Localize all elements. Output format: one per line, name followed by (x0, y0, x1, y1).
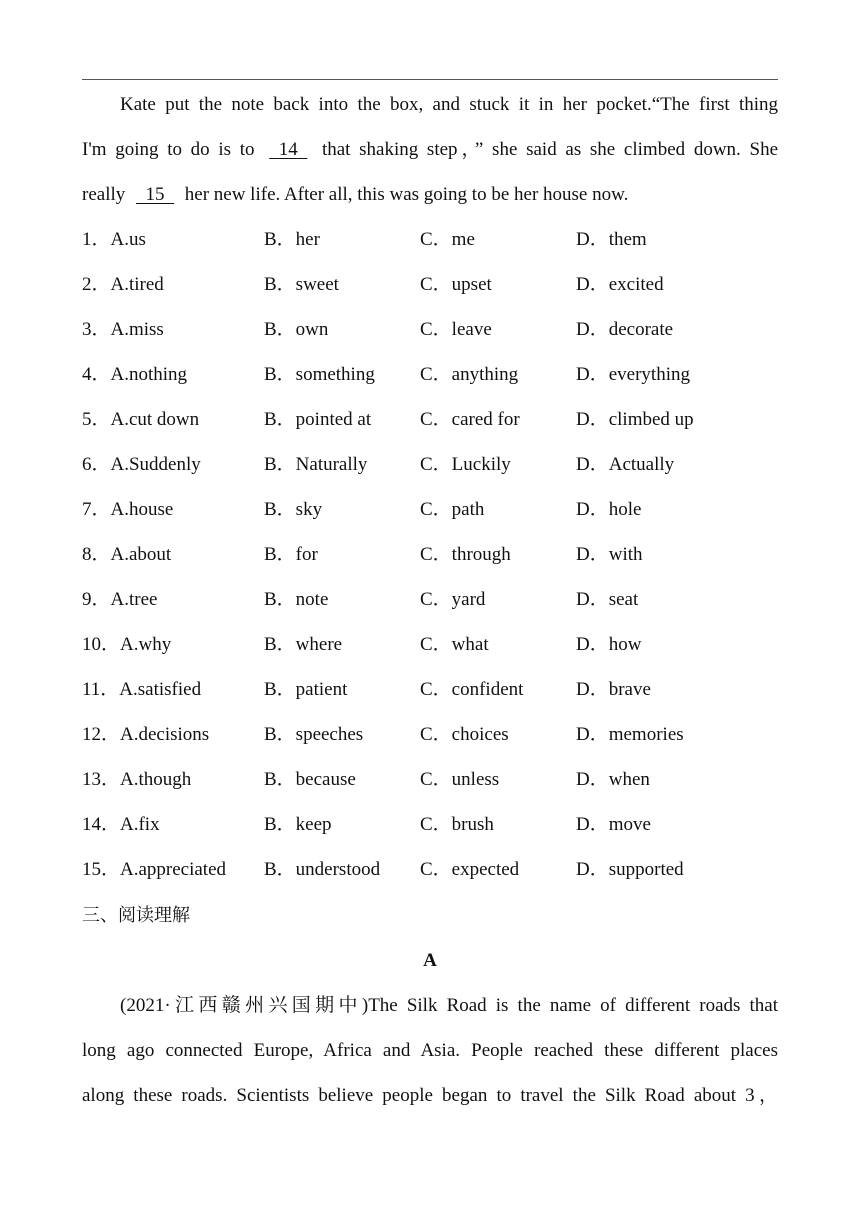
passage-a-title: A (423, 950, 437, 971)
option-d: D．memories (576, 724, 684, 745)
passage-line-2-start: I'm going to do is to (82, 139, 255, 160)
question-row (82, 802, 778, 847)
option-a: 4．A.nothing (82, 364, 188, 385)
option-d: D．excited (576, 274, 664, 295)
question-row (82, 307, 778, 352)
option-c: C．upset (420, 274, 492, 295)
option-d: D．decorate (576, 319, 674, 340)
option-c: C．through (420, 544, 511, 565)
question-row (82, 622, 778, 667)
option-d: D．with (576, 544, 643, 565)
option-d: D．them (576, 229, 647, 250)
option-c: C．path (420, 499, 485, 520)
question-row (82, 487, 778, 532)
option-b: B．patient (264, 679, 348, 700)
option-c: C．confident (420, 679, 524, 700)
option-b: B．pointed at (264, 409, 372, 430)
question-row (82, 532, 778, 577)
option-a: 1．A.us (82, 229, 146, 250)
header-rule (82, 79, 778, 80)
passage-line-3-end: her new life. After all, this was going to be her house now. (184, 184, 629, 205)
option-d: D．hole (576, 499, 642, 520)
option-b: B．Naturally (264, 454, 368, 475)
option-c: C．anything (420, 364, 519, 385)
passage-line-2 (82, 127, 778, 172)
question-row (82, 442, 778, 487)
option-b: B．because (264, 769, 356, 790)
option-a: 2．A.tired (82, 274, 164, 295)
question-row (82, 667, 778, 712)
option-b: B．where (264, 634, 343, 655)
option-b: B．own (264, 319, 329, 340)
option-b: B．her (264, 229, 320, 250)
option-c: C．Luckily (420, 454, 511, 475)
option-b: B．something (264, 364, 375, 385)
option-a: 7．A.house (82, 499, 174, 520)
passage-line-3 (82, 172, 778, 217)
option-c: C．cared for (420, 409, 520, 430)
option-c: C．yard (420, 589, 486, 610)
option-b: B．sky (264, 499, 323, 520)
option-c: C．me (420, 229, 475, 250)
question-row (82, 847, 778, 892)
option-c: C．brush (420, 814, 494, 835)
option-c: C．what (420, 634, 489, 655)
option-a: 15．A.appreciated (82, 859, 227, 880)
option-b: B．for (264, 544, 318, 565)
option-b: B．keep (264, 814, 332, 835)
question-row (82, 757, 778, 802)
passage-a (82, 983, 778, 1118)
blank-14-number: 14 (278, 139, 298, 160)
option-c: C．choices (420, 724, 509, 745)
option-b: B．understood (264, 859, 381, 880)
question-row (82, 217, 778, 262)
option-d: D．brave (576, 679, 651, 700)
question-row (82, 352, 778, 397)
section-heading: 三、阅读理解 (82, 905, 190, 926)
option-b: B．sweet (264, 274, 339, 295)
option-d: D．seat (576, 589, 639, 610)
option-a: 9．A.tree (82, 589, 158, 610)
passage-line-2-end: that shaking step，” she said as she climbed down. She (321, 139, 779, 160)
option-d: D．how (576, 634, 642, 655)
option-d: D．Actually (576, 454, 675, 475)
option-a: 6．A.Suddenly (82, 454, 201, 475)
passage-line-3-start: really (82, 184, 126, 205)
question-row (82, 577, 778, 622)
question-row (82, 712, 778, 757)
passage-a-line-3: along these roads. Scientists believe people began to travel the Silk Road about 3， (82, 1085, 778, 1106)
option-a: 3．A.miss (82, 319, 164, 340)
question-row (82, 397, 778, 442)
option-a: 8．A.about (82, 544, 172, 565)
question-row (82, 262, 778, 307)
option-a: 5．A.cut down (82, 409, 200, 430)
option-c: C．unless (420, 769, 500, 790)
option-c: C．leave (420, 319, 492, 340)
passage-line-1: Kate put the note back into the box, and stuck it in her pocket.“The first thing (120, 94, 778, 115)
passage-a-line-1: (2021·江西赣州兴国期中)The Silk Road is the name of different roads that (120, 995, 778, 1016)
option-b: B．speeches (264, 724, 364, 745)
passage-a-line-2: long ago connected Europe, Africa and Asia. People reached these different places (82, 1040, 778, 1061)
option-d: D．everything (576, 364, 690, 385)
option-a: 14．A.fix (82, 814, 160, 835)
option-a: 10．A.why (82, 634, 172, 655)
option-a: 11．A.satisfied (82, 679, 202, 700)
answer-options-list (82, 217, 778, 892)
option-d: D．climbed up (576, 409, 694, 430)
option-b: B．note (264, 589, 329, 610)
blank-15-number: 15 (145, 184, 165, 205)
option-a: 12．A.decisions (82, 724, 210, 745)
option-d: D．supported (576, 859, 684, 880)
blank-14 (263, 127, 313, 172)
passage-ending (82, 82, 778, 217)
option-c: C．expected (420, 859, 520, 880)
blank-15 (130, 172, 180, 217)
option-d: D．move (576, 814, 651, 835)
option-d: D．when (576, 769, 650, 790)
option-a: 13．A.though (82, 769, 192, 790)
